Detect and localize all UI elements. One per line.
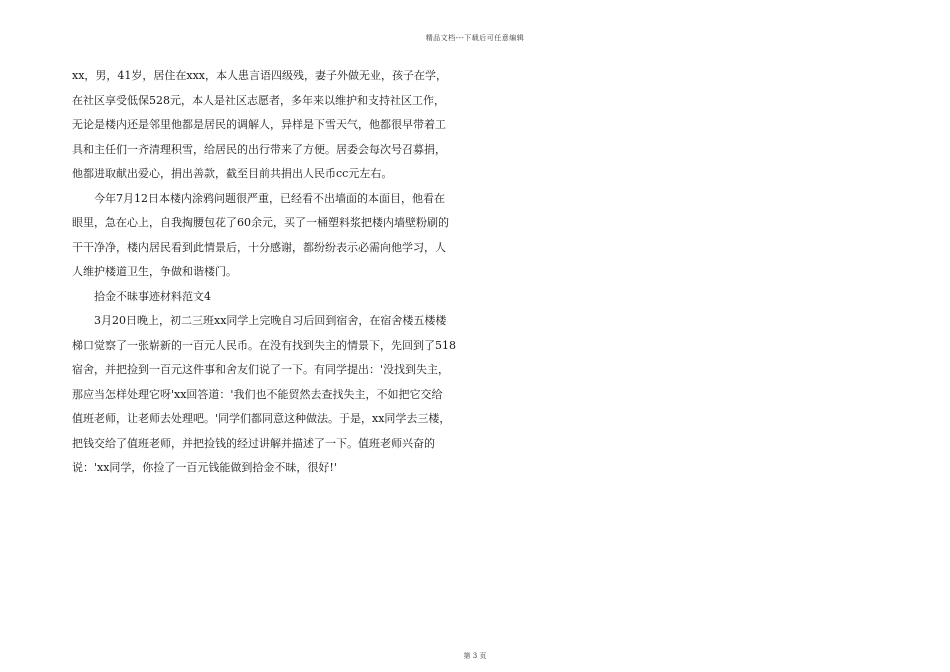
text-line: 无论是楼内还是邻里他都是居民的调解人，异样是下雪天气，他都很早带着工 [72,118,446,131]
text-line: 人维护楼道卫生，争做和谐楼门。 [72,265,237,278]
text-line: 今年7月12日本楼内涂鸦问题很严重，已经看不出墙面的本面目，他看在 [94,191,445,205]
text-line: 梯口觉察了一张崭新的一百元人民币。在没有找到失主的情景下，先回到了518 [72,338,456,352]
text-line: 那应当怎样处理它呀'xx回答道：'我们也不能贸然去查找失主，不如把它交给 [72,387,443,401]
page-number: 第 3 页 [463,652,487,660]
text-line: xx，男，41岁，居住在xxx，本人患言语四级残，妻子外做无业，孩子在学， [72,69,448,82]
text-line: 干干净净，楼内居民看到此情景后，十分感谢，都纷纷表示必需向他学习，人 [72,240,446,254]
text-line: 他都进取献出爱心，捐出善款，截至目前共捐出人民币cc元左右。 [72,167,393,180]
document-body [72,64,467,481]
text-line: 3月20日晚上，初二三班xx同学上完晚自习后回到宿舍，在宿舍楼五楼楼 [94,314,447,327]
text-line: 把钱交给了值班老师，并把捡钱的经过讲解并描述了一下。值班老师兴奋的 [72,436,435,450]
text-line: 眼里，急在心上，自我掏腰包花了60余元，买了一桶塑料浆把楼内墙壁粉刷的 [72,216,449,229]
text-line: 值班老师，让老师去处理吧。'同学们都同意这种做法。于是，xx同学去三楼， [72,412,451,425]
text-line: 在社区享受低保528元，本人是社区志愿者，多年来以维护和支持社区工作， [72,93,445,107]
page-header: 精品文档---下载后可任意编辑 [425,34,525,42]
text-line: 宿舍，并把捡到一百元这件事和舍友们说了一下。有同学提出：'没找到失主， [72,363,450,376]
text-line: 说：'xx同学，你捡了一百元钱能做到拾金不昧，很好!' [72,461,337,474]
text-line: 拾金不昧事迹材料范文4 [94,289,211,303]
text-line: 具和主任们一齐清理积雪，给居民的出行带来了方便。居委会每次号召募捐， [72,142,446,156]
